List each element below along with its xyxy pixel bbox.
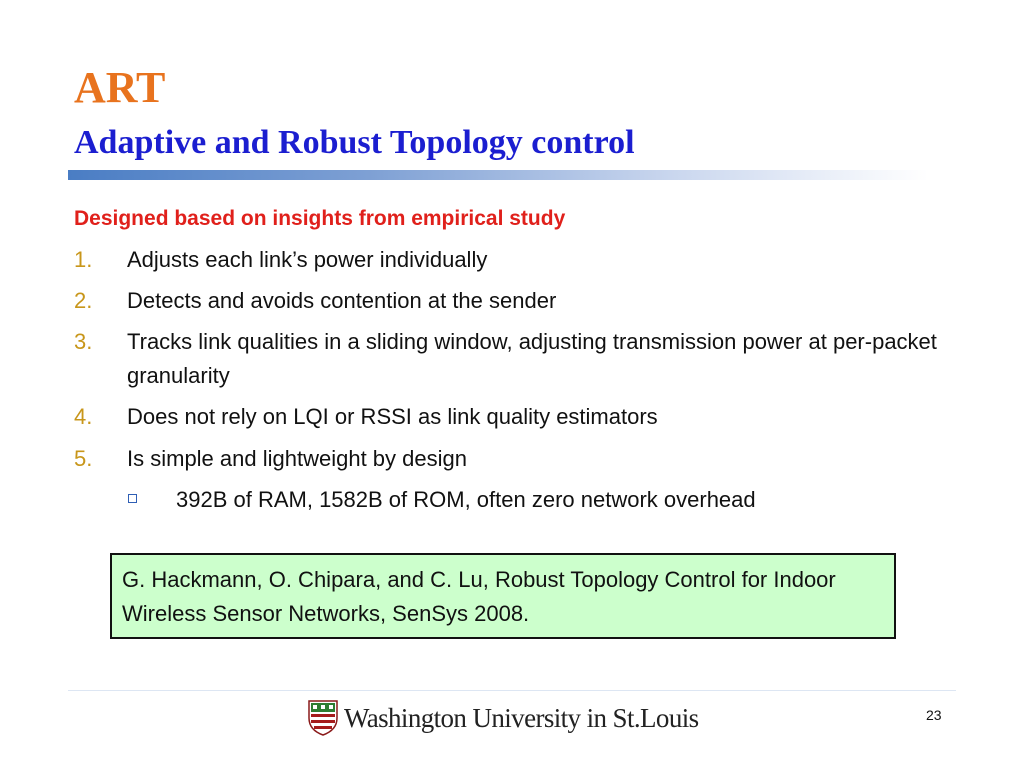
footer-divider [68, 690, 956, 691]
reference-box: G. Hackmann, O. Chipara, and C. Lu, Robust Topology Control for Indoor Wireless Sensor Networks, SenSys 2008. [110, 553, 896, 639]
intro-heading: Designed based on insights from empirical study [74, 207, 566, 230]
list-item [74, 284, 954, 318]
slide-subtitle: Adaptive and Robust Topology control [74, 124, 635, 161]
list-item-text: Is simple and lightweight by design [127, 446, 467, 471]
list-item-number: 3. [74, 329, 93, 354]
list-item [74, 243, 954, 277]
sub-list-item [128, 483, 756, 517]
square-bullet-icon [128, 494, 137, 503]
list-item-number: 4. [74, 404, 93, 429]
list-item-number: 1. [74, 247, 93, 272]
university-logo [308, 698, 699, 738]
list-item-text: Detects and avoids contention at the sender [127, 288, 557, 313]
list-item [74, 442, 954, 476]
title-divider [68, 170, 928, 180]
list-item-text: Does not rely on LQI or RSSI as link quality estimators [127, 404, 658, 429]
list-item [74, 400, 954, 434]
sub-list-item-text: 392B of RAM, 1582B of ROM, often zero network overhead [176, 487, 756, 512]
list-item-number: 5. [74, 446, 93, 471]
logo-wordmark: Washington University in St.Louis [344, 702, 699, 733]
list-item-number: 2. [74, 288, 93, 313]
slide-title: ART [74, 63, 166, 112]
list-item-text: Tracks link qualities in a sliding window, adjusting transmission power at per-packet granularity [127, 329, 937, 388]
page-number: 23 [926, 707, 942, 723]
list-item-text: Adjusts each link’s power individually [127, 247, 488, 272]
list-item [74, 325, 954, 393]
shield-icon [308, 700, 338, 736]
